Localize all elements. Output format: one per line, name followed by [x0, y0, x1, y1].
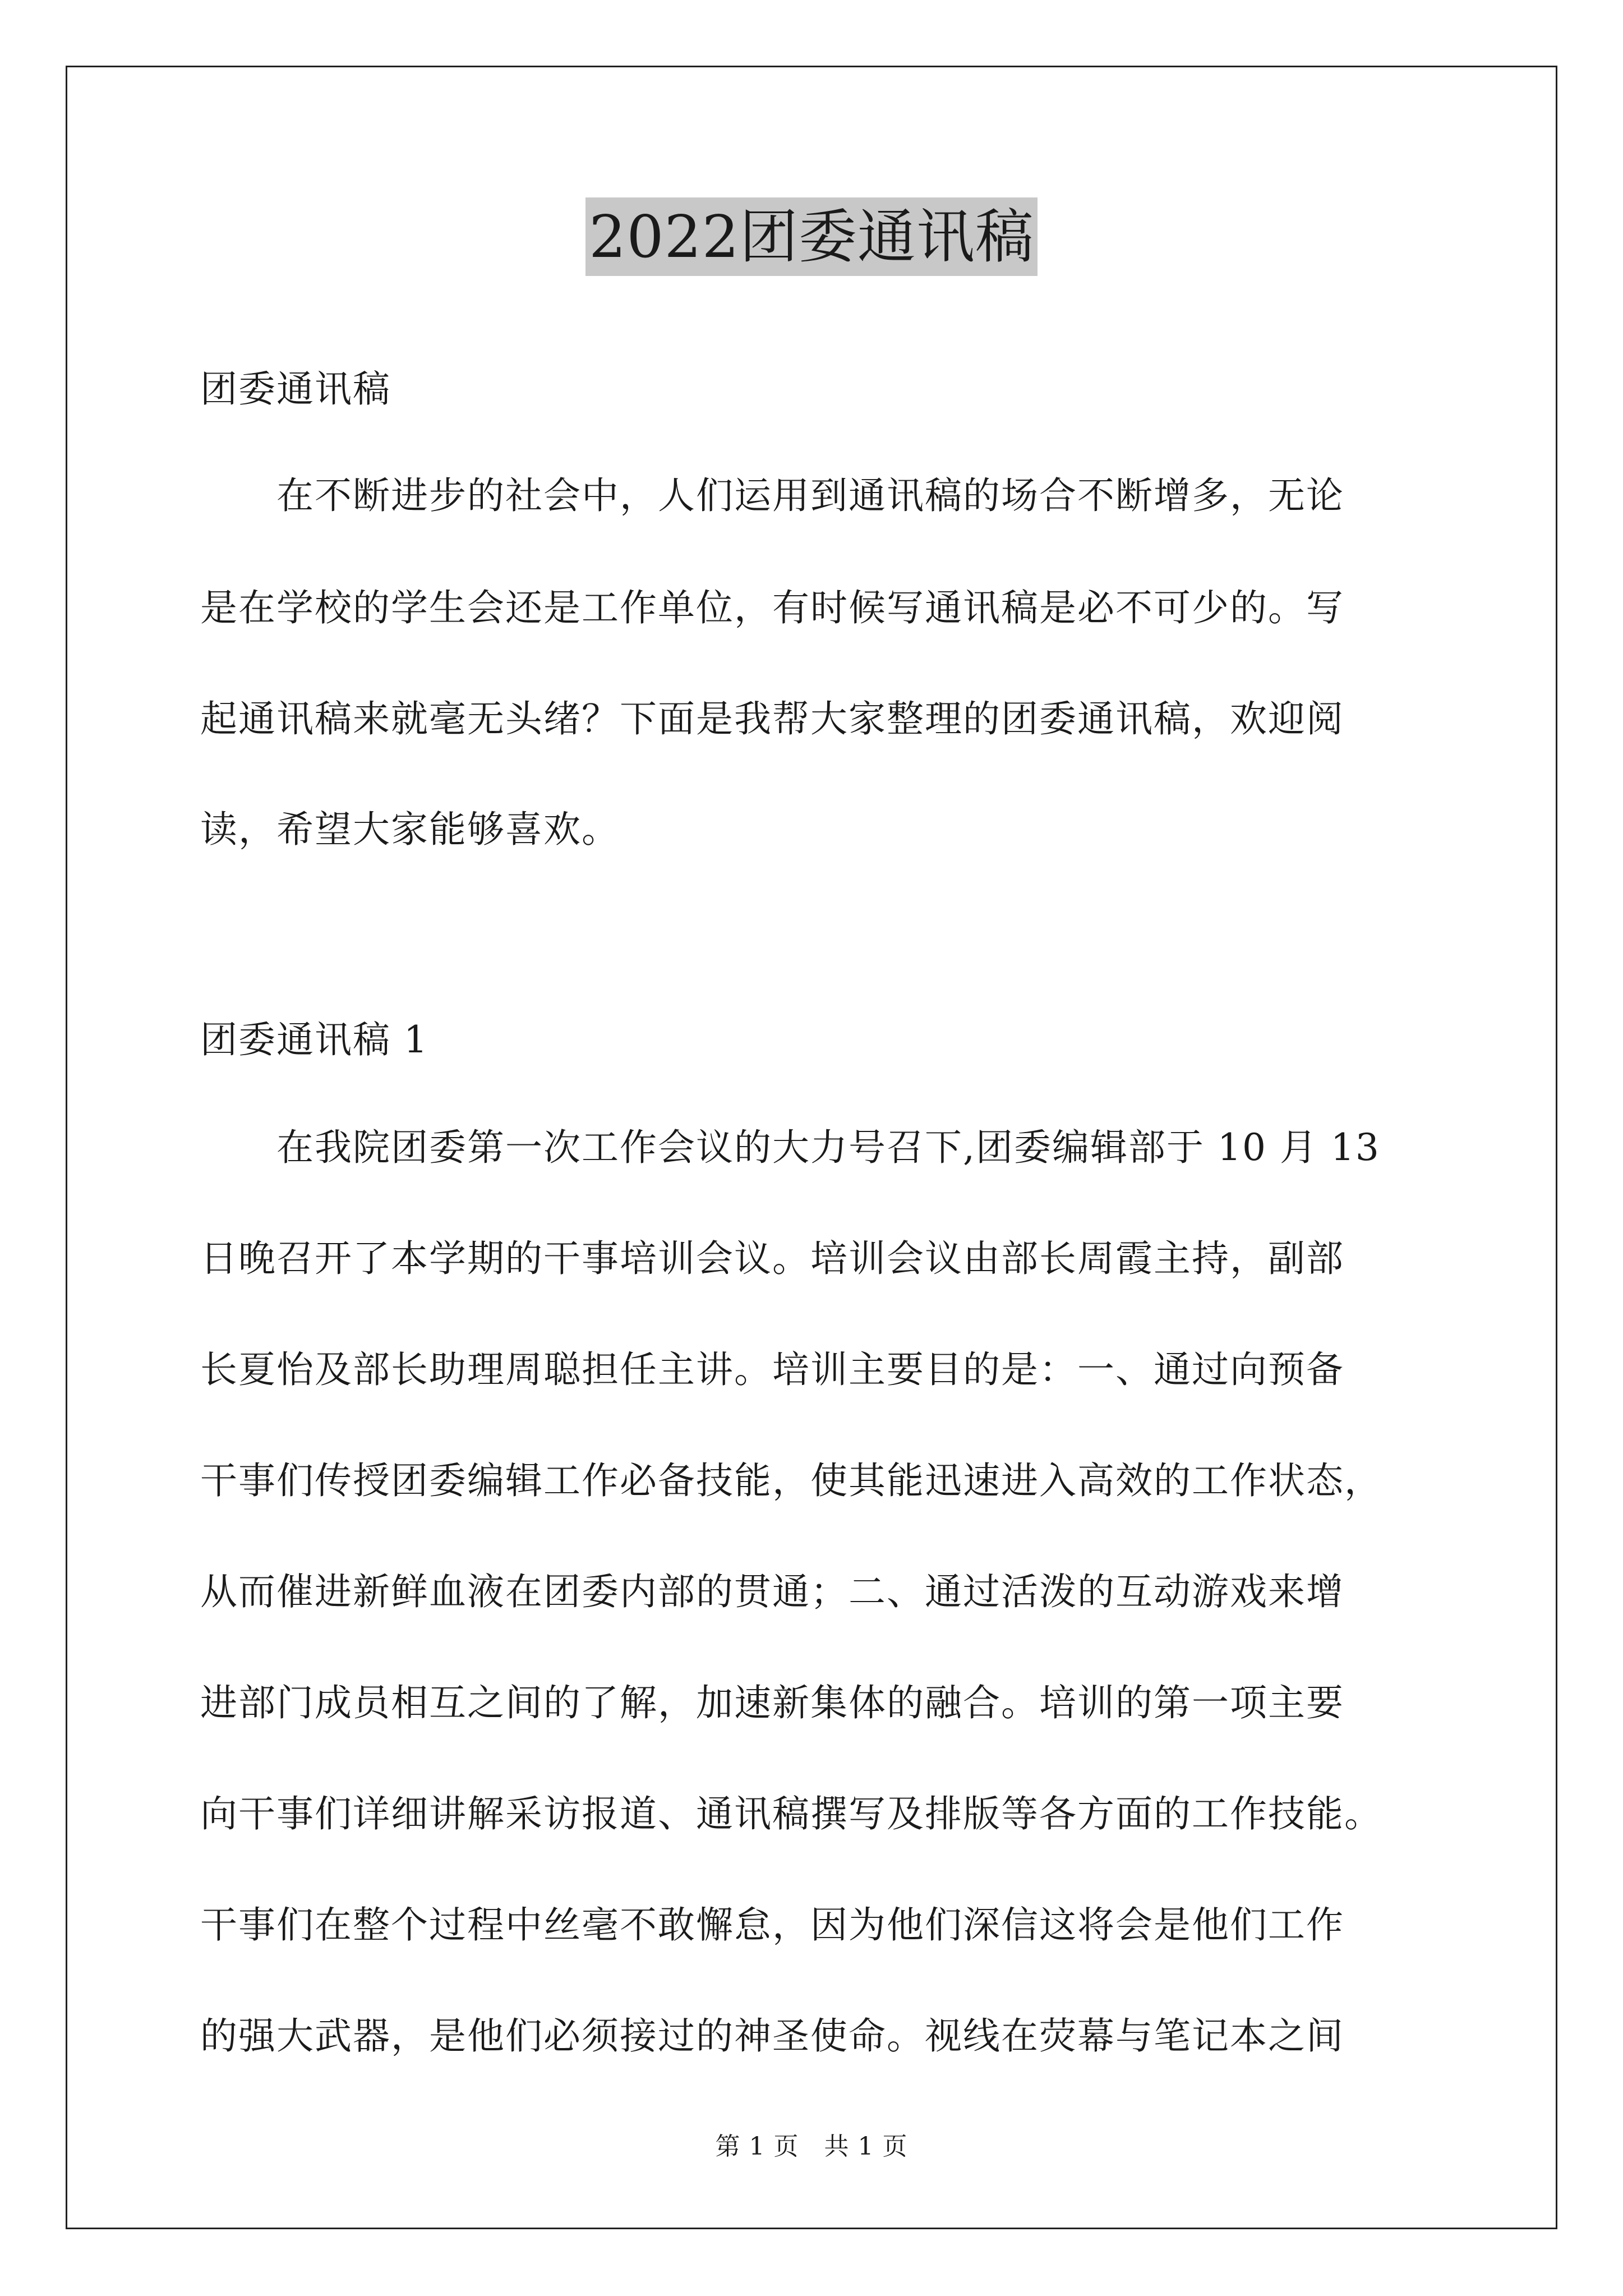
body-line: 的强大武器，是他们必须接过的神圣使命。视线在荧幕与笔记本之间	[200, 2014, 1344, 2058]
intro-line: 是在学校的学生会还是工作单位，有时候写通讯稿是必不可少的。写	[200, 586, 1344, 629]
body-line: 从而催进新鲜血液在团委内部的贯通；二、通过活泼的互动游戏来增	[200, 1570, 1344, 1613]
document-title: 2022团委通讯稿	[585, 197, 1038, 276]
body-line: 干事们传授团委编辑工作必备技能，使其能迅速进入高效的工作状态，	[200, 1459, 1382, 1502]
intro-line: 起通讯稿来就毫无头绪？下面是我帮大家整理的团委通讯稿，欢迎阅	[200, 697, 1344, 740]
body-line: 日晚召开了本学期的干事培训会议。培训会议由部长周霞主持，副部	[200, 1237, 1344, 1280]
body-line: 干事们在整个过程中丝毫不敢懈怠，因为他们深信这将会是他们工作	[200, 1903, 1344, 1947]
page-footer: 第 1 页 共 1 页	[715, 2132, 908, 2161]
body-line: 向干事们详细讲解采访报道、通讯稿撰写及排版等各方面的工作技能。	[200, 1792, 1382, 1835]
section-heading-intro: 团委通讯稿	[200, 367, 391, 411]
title-wrap	[0, 197, 1623, 276]
section-heading-1: 团委通讯稿 1	[200, 1018, 428, 1061]
body-line: 在我院团委第一次工作会议的大力号召下,团委编辑部于 10 月 13	[200, 1126, 1380, 1169]
intro-line: 在不断进步的社会中，人们运用到通讯稿的场合不断增多，无论	[200, 474, 1344, 517]
body-line: 进部门成员相互之间的了解，加速新集体的融合。培训的第一项主要	[200, 1681, 1344, 1724]
intro-line: 读，希望大家能够喜欢。	[200, 808, 620, 851]
body-line: 长夏怡及部长助理周聪担任主讲。培训主要目的是：一、通过向预备	[200, 1348, 1344, 1391]
